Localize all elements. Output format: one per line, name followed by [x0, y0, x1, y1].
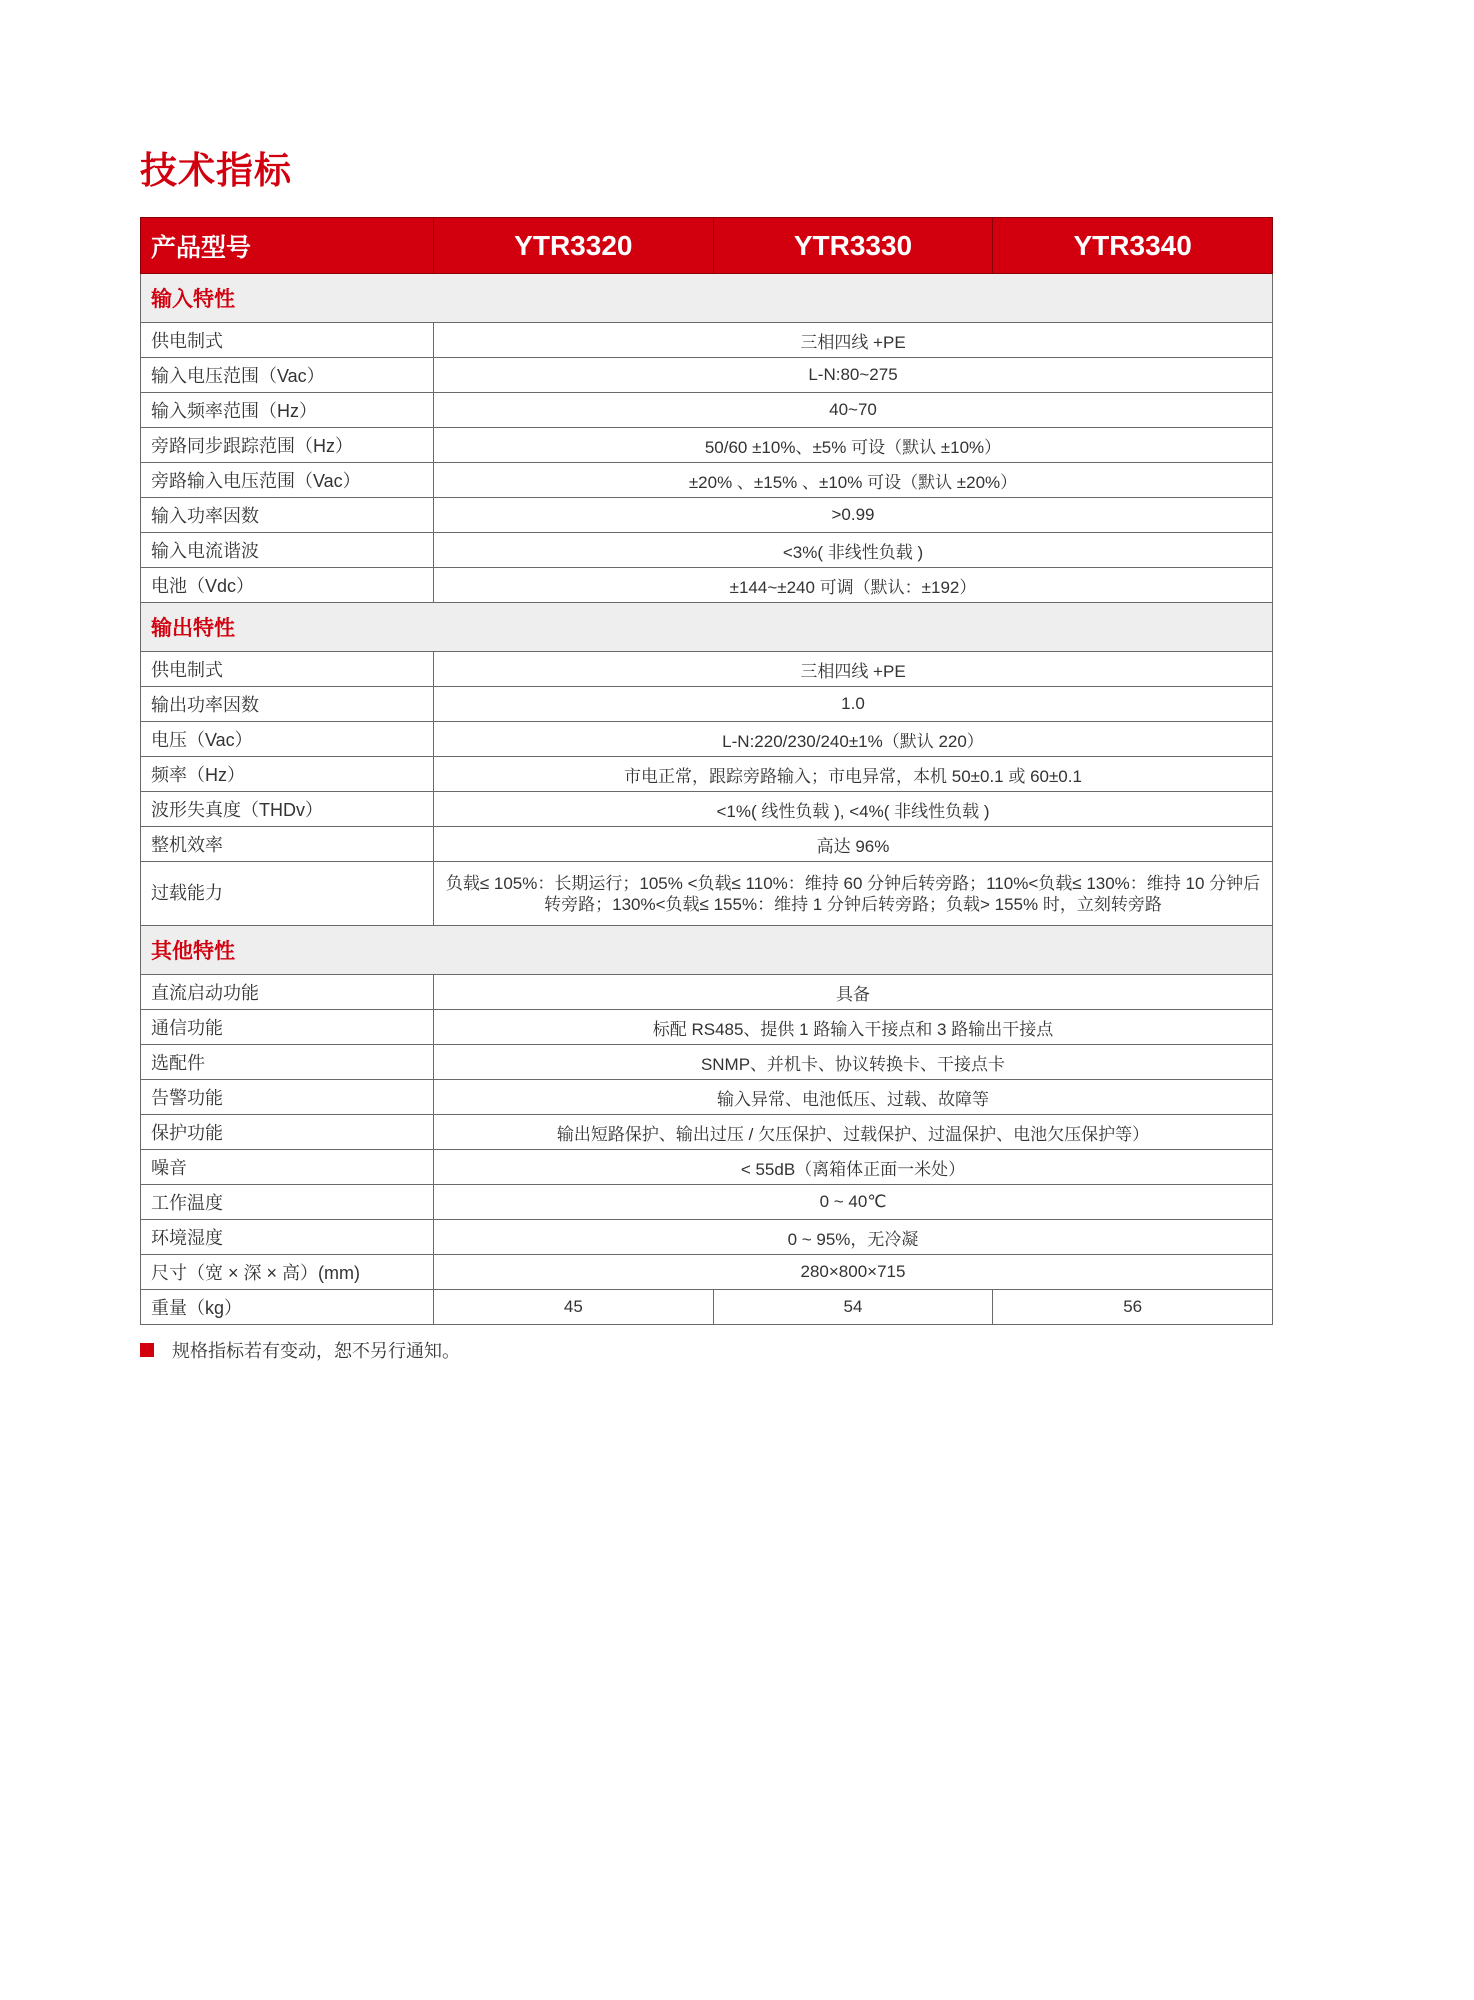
table-row	[141, 1150, 1273, 1185]
footnote	[140, 1337, 460, 1363]
spec-label: 通信功能	[141, 1010, 434, 1045]
spec-value: 具备	[434, 975, 1273, 1010]
spec-label: 工作温度	[141, 1185, 434, 1220]
spec-label: 输入电流谐波	[141, 533, 434, 568]
table-row	[141, 827, 1273, 862]
section-title: 输入特性	[141, 274, 1273, 323]
table-row	[141, 568, 1273, 603]
table-row	[141, 1080, 1273, 1115]
spec-value: 40~70	[434, 393, 1273, 428]
spec-value: 输入异常、电池低压、过载、故障等	[434, 1080, 1273, 1115]
spec-value: >0.99	[434, 498, 1273, 533]
table-row	[141, 757, 1273, 792]
spec-label: 输入频率范围（Hz）	[141, 393, 434, 428]
table-row	[141, 1220, 1273, 1255]
spec-label: 尺寸（宽 × 深 × 高）(mm)	[141, 1255, 434, 1290]
spec-label: 旁路同步跟踪范围（Hz）	[141, 428, 434, 463]
table-row	[141, 687, 1273, 722]
spec-value: 负载≤ 105%：长期运行；105% <负载≤ 110%：维持 60 分钟后转旁路；110%<负载≤ 130%：维持 10 分钟后转旁路；130%<负载≤ 155%：维持 1 分钟后转旁路；负载> 155% 时，立刻转旁路	[434, 862, 1273, 926]
spec-value: ±20% 、±15% 、±10% 可设（默认 ±20%）	[434, 463, 1273, 498]
spec-label: 电压（Vac）	[141, 722, 434, 757]
spec-value: <1%( 线性负载 ), <4%( 非线性负载 )	[434, 792, 1273, 827]
spec-value: 1.0	[434, 687, 1273, 722]
spec-value: 0 ~ 95%，无冷凝	[434, 1220, 1273, 1255]
table-row	[141, 463, 1273, 498]
spec-value: 标配 RS485、提供 1 路输入干接点和 3 路输出干接点	[434, 1010, 1273, 1045]
model-ytr3320: YTR3320	[434, 218, 714, 274]
table-row	[141, 722, 1273, 757]
spec-label: 输入电压范围（Vac）	[141, 358, 434, 393]
footnote-text: 规格指标若有变动，恕不另行通知。	[172, 1341, 460, 1361]
table-row	[141, 393, 1273, 428]
table-row	[141, 428, 1273, 463]
table-row	[141, 1115, 1273, 1150]
spec-value: 0 ~ 40℃	[434, 1185, 1273, 1220]
spec-label: 告警功能	[141, 1080, 434, 1115]
section-title: 其他特性	[141, 926, 1273, 975]
spec-value: L-N:220/230/240±1%（默认 220）	[434, 722, 1273, 757]
spec-label: 直流启动功能	[141, 975, 434, 1010]
section-row	[141, 603, 1273, 652]
spec-label: 电池（Vdc）	[141, 568, 434, 603]
spec-value: SNMP、并机卡、协议转换卡、干接点卡	[434, 1045, 1273, 1080]
table-row	[141, 1255, 1273, 1290]
model-ytr3340: YTR3340	[993, 218, 1273, 274]
spec-value: 280×800×715	[434, 1255, 1273, 1290]
weight-value: 56	[993, 1290, 1273, 1325]
table-row	[141, 652, 1273, 687]
spec-value: 输出短路保护、输出过压 / 欠压保护、过载保护、过温保护、电池欠压保护等）	[434, 1115, 1273, 1150]
table-row	[141, 862, 1273, 926]
weight-value: 54	[713, 1290, 993, 1325]
spec-value: 市电正常，跟踪旁路输入；市电异常，本机 50±0.1 或 60±0.1	[434, 757, 1273, 792]
spec-label: 供电制式	[141, 652, 434, 687]
table-row	[141, 975, 1273, 1010]
spec-value: 三相四线 +PE	[434, 652, 1273, 687]
spec-label: 噪音	[141, 1150, 434, 1185]
spec-label: 输出功率因数	[141, 687, 434, 722]
spec-value: <3%( 非线性负载 )	[434, 533, 1273, 568]
spec-table	[140, 217, 1273, 1325]
table-row	[141, 1010, 1273, 1045]
spec-label: 环境湿度	[141, 1220, 434, 1255]
spec-label: 过载能力	[141, 862, 434, 926]
spec-label: 输入功率因数	[141, 498, 434, 533]
table-row	[141, 323, 1273, 358]
spec-label: 选配件	[141, 1045, 434, 1080]
red-square-bullet-icon	[140, 1343, 154, 1357]
page-title: 技术指标	[140, 150, 292, 191]
spec-label: 旁路输入电压范围（Vac）	[141, 463, 434, 498]
table-header-row	[141, 218, 1273, 274]
table-row	[141, 358, 1273, 393]
weight-value: 45	[434, 1290, 714, 1325]
table-row	[141, 792, 1273, 827]
spec-label: 整机效率	[141, 827, 434, 862]
spec-value: 50/60 ±10%、±5% 可设（默认 ±10%）	[434, 428, 1273, 463]
spec-label: 重量（kg）	[141, 1290, 434, 1325]
table-row	[141, 533, 1273, 568]
spec-value: 三相四线 +PE	[434, 323, 1273, 358]
spec-value: ±144~±240 可调（默认：±192）	[434, 568, 1273, 603]
section-row	[141, 926, 1273, 975]
table-row	[141, 498, 1273, 533]
table-row	[141, 1185, 1273, 1220]
model-ytr3330: YTR3330	[713, 218, 993, 274]
section-row	[141, 274, 1273, 323]
spec-label: 供电制式	[141, 323, 434, 358]
spec-label: 保护功能	[141, 1115, 434, 1150]
spec-value: L-N:80~275	[434, 358, 1273, 393]
spec-value: 高达 96%	[434, 827, 1273, 862]
spec-label: 波形失真度（THDv）	[141, 792, 434, 827]
spec-label: 频率（Hz）	[141, 757, 434, 792]
table-row	[141, 1045, 1273, 1080]
header-label: 产品型号	[141, 218, 434, 274]
spec-value: < 55dB（离箱体正面一米处）	[434, 1150, 1273, 1185]
weight-row	[141, 1290, 1273, 1325]
section-title: 输出特性	[141, 603, 1273, 652]
